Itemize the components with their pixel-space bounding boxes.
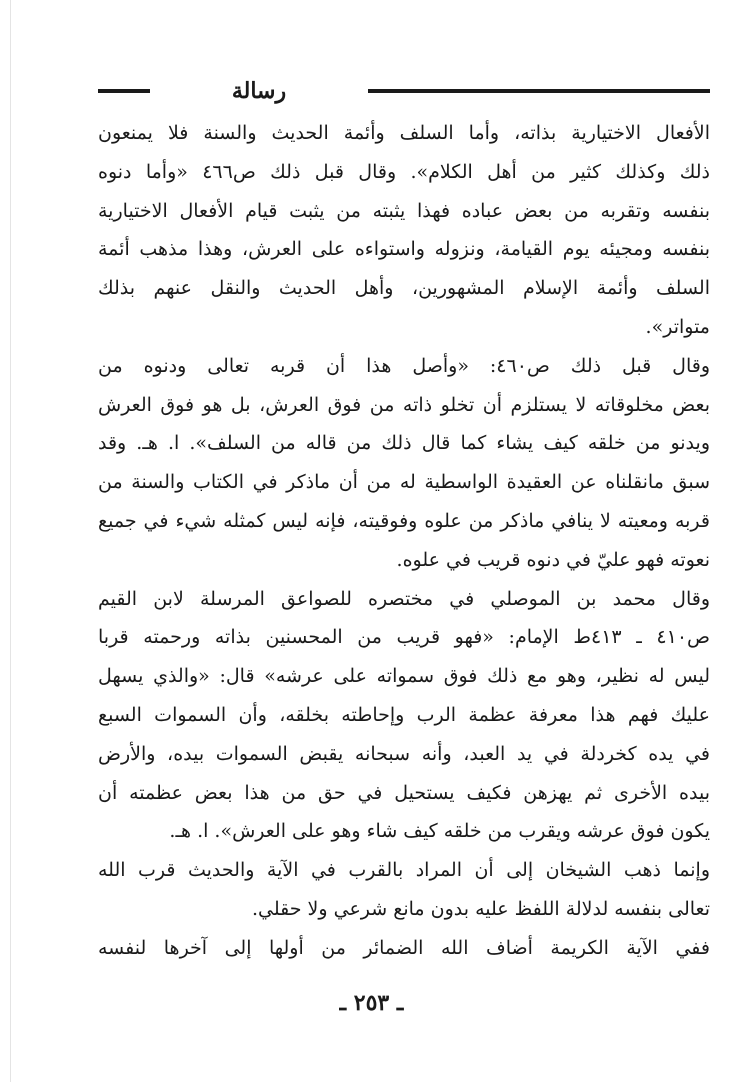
text-line: ففي الآية الكريمة أضاف الله الضمائر من أولها إلى آخرها لنفسه: [98, 936, 710, 959]
text-line: وإنما ذهب الشيخان إلى أن المراد بالقرب في الآية والحديث قرب الله: [98, 859, 710, 882]
header-rule-left: [98, 89, 150, 93]
text-line: بنفسه وتقربه من بعض عباده فهذا يثبته من يثبت قيام الأفعال الاختيارية: [98, 199, 710, 222]
text-line: بعض مخلوقاته لا يستلزم أن تخلو ذاته من فوق العرش، بل هو فوق العرش: [98, 393, 710, 416]
text-line: عليك فهم هذا معرفة عظمة الرب وإحاطته بخلقه، وأن السموات السبع: [98, 703, 710, 726]
text-line: الأفعال الاختيارية بذاته، وأما السلف وأئمة الحديث والسنة فلا يمنعون: [98, 122, 710, 144]
page-number: ـ ٢٥٣ ـ: [339, 990, 404, 1016]
body-text: [98, 114, 710, 968]
text-line: ويدنو من خلقه كيف يشاء كما قال ذلك من قاله من السلف». ا. هـ. وقد: [98, 432, 710, 455]
text-line: ليس له نظير، وهو مع ذلك فوق سمواته على عرشه» قال: «والذي يسهل: [98, 665, 710, 688]
scan-edge: [10, 0, 11, 1082]
text-line: وقال قبل ذلك ص٤٦٠: «وأصل هذا أن قربه تعالى ودنوه من: [98, 354, 710, 377]
text-line: قربه ومعيته لا ينافي ماذكر من علوه وفوقيته، فإنه ليس كمثله شيء في جميع: [98, 509, 710, 532]
text-line: ذلك وكذلك كثير من أهل الكلام». وقال قبل ذلك ص٤٦٦ «وأما دنوه: [98, 160, 710, 183]
text-line: ص٤١٠ ـ ٤١٣ط الإمام: «فهو قريب من المحسنين بذاته ورحمته قربا: [98, 626, 710, 649]
text-line: متواتر».: [645, 315, 710, 338]
text-line: نعوته فهو عليّ في دنوه قريب في علوه.: [396, 548, 710, 571]
running-header: [98, 72, 710, 112]
text-line: يكون فوق عرشه ويقرب من خلقه كيف شاء وهو على العرش». ا. هـ.: [169, 820, 710, 843]
text-line: بيده الأخرى ثم يهزهن فكيف يستحيل في حق من هذا بعض عظمته أن: [98, 781, 710, 804]
header-rule-right: [368, 89, 710, 93]
text-line: السلف وأئمة الإسلام المشهورين، وأهل الحديث والنقل عنهم بذلك: [98, 277, 710, 300]
text-line: بنفسه ومجيئه يوم القيامة، ونزوله واستواءه على العرش، وهذا مذهب أئمة: [98, 238, 710, 261]
text-line: وقال محمد بن الموصلي في مختصره للصواعق المرسلة لابن القيم: [98, 587, 710, 610]
text-line: تعالى بنفسه لدلالة اللفظ عليه بدون مانع شرعي ولا حقلي.: [252, 897, 710, 920]
text-line: في يده كخردلة في يد العبد، وأنه سبحانه يقبض السموات بيده، والأرض: [98, 742, 710, 765]
running-title: رسالة: [231, 78, 287, 104]
text-line: سبق مانقلناه عن العقيدة الواسطية له من أن ماذكر في الكتاب والسنة من: [98, 471, 710, 494]
